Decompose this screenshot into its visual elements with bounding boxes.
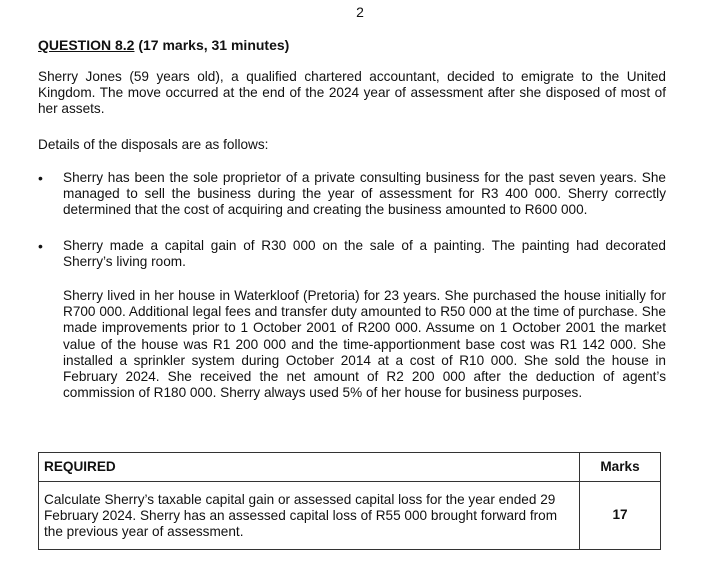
marks-value: 17 [580,482,661,550]
page-number: 2 [356,4,364,20]
bullet-marker: • [38,170,43,186]
details-lead: Details of the disposals are as follows: [38,137,269,152]
required-table [38,452,661,550]
required-table-row [39,482,661,550]
bullet-text-business: Sherry has been the sole proprietor of a private consulting business for the past seven years. She managed to sell the business during the year of assessment for R3 400 000. Sherry correctly determined that the cost of acquiring and creating the business amounted to R600 000. [63,170,666,218]
question-id: QUESTION 8.2 [38,37,135,53]
required-header: REQUIRED [39,453,580,482]
bullet-marker: • [38,238,43,254]
house-paragraph: Sherry lived in her house in Waterkloof (Pretoria) for 23 years. She purchased the house initially for R700 000. Additional legal fees and transfer duty amounted to R50 000 at the time of purchase. She made improvements prior to 1 October 2001 of R200 000. Assume on 1 October 2001 the market value of the house was R1 200 000 and the time-apportionment base cost was R1 142 000. She installed a sprinkler system during October 2014 at a cost of R10 000. She sold the house in February 2024. She received the net amount of R2 200 000 after the deduction of agent’s commission of R180 000. Sherry always used 5% of her house for business purposes. [63,288,666,401]
required-table-header-row [39,453,661,482]
marks-header: Marks [580,453,661,482]
requirement-text: Calculate Sherry’s taxable capital gain or assessed capital loss for the year ended 29 February 2024. Sherry has an assessed capital loss of R55 000 brought forward from the previous year of assessment. [39,482,580,550]
intro-paragraph: Sherry Jones (59 years old), a qualified chartered accountant, decided to emigrate to the United Kingdom. The move occurred at the end of the 2024 year of assessment after she disposed of most of her assets. [38,69,666,117]
bullet-text-painting: Sherry made a capital gain of R30 000 on the sale of a painting. The painting had decorated Sherry’s living room. [63,238,666,270]
question-meta: (17 marks, 31 minutes) [138,37,290,53]
question-heading [38,37,289,53]
